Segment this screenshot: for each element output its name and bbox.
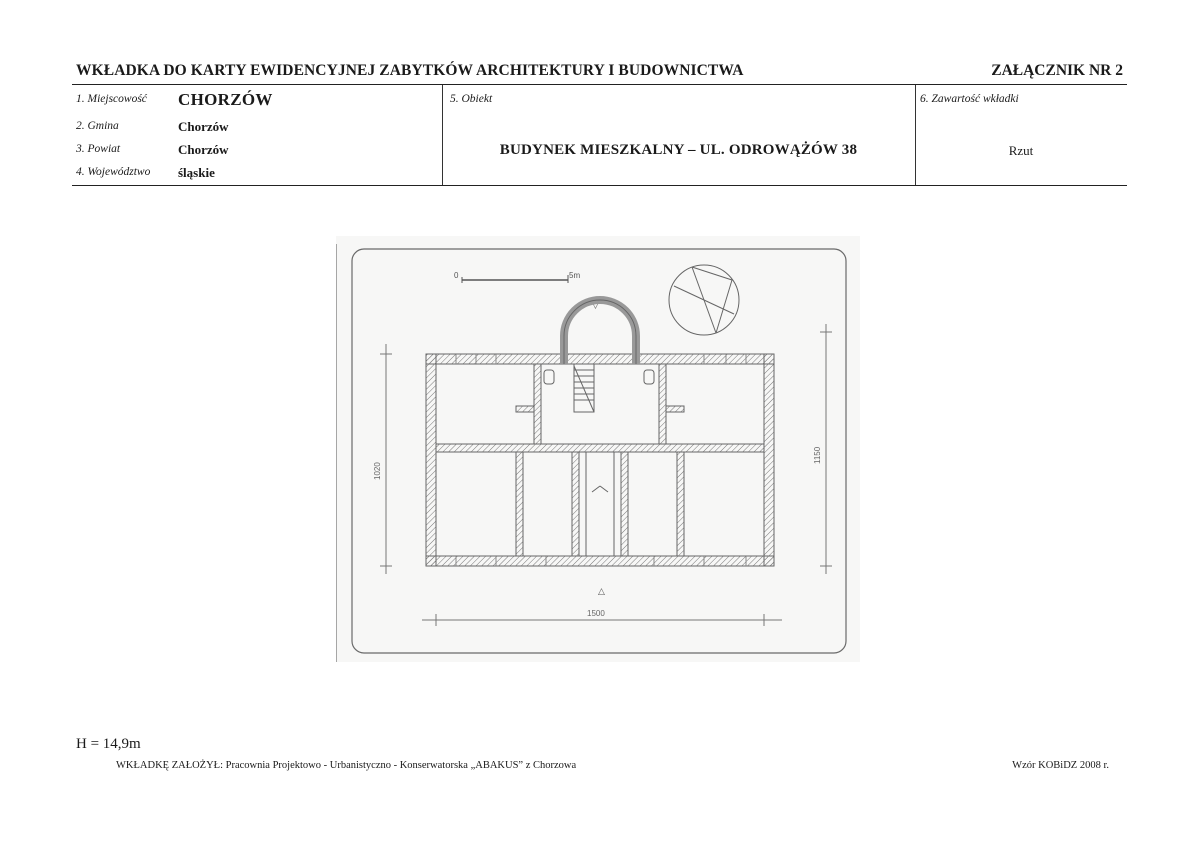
voivodeship-label: 4. Województwo — [76, 166, 151, 178]
window-marks — [456, 354, 746, 566]
section-marker-bottom: △ — [598, 586, 605, 596]
scale-zero-label: 0 — [454, 271, 459, 280]
template-note: Wzór KOBiDZ 2008 r. — [1012, 760, 1109, 771]
dimension-right-label: 1150 — [813, 446, 822, 464]
locality-label: 1. Miejscowość — [76, 93, 147, 105]
scale-end-label: 5m — [569, 271, 581, 280]
district-value: Chorzów — [178, 142, 229, 157]
commune-value: Chorzów — [178, 119, 229, 134]
building-walls — [426, 354, 774, 566]
floor-plan — [336, 236, 860, 662]
content-value: Rzut — [1008, 143, 1034, 158]
district-label: 3. Powiat — [76, 143, 121, 155]
section-marker-top: ▽ — [592, 300, 599, 310]
card-title: WKŁADKA DO KARTY EWIDENCYJNEJ ZABYTKÓW ARCHITEKTURY I BUDOWNICTWA — [76, 62, 744, 79]
voivodeship-value: śląskie — [178, 165, 215, 180]
content-label: 6. Zawartość wkładki — [920, 93, 1019, 105]
dimension-left-label: 1020 — [373, 462, 382, 480]
object-label: 5. Obiekt — [450, 93, 493, 105]
object-value: BUDYNEK MIESZKALNY – UL. ODROWĄŻÓW 38 — [499, 142, 858, 158]
author-note: WKŁADKĘ ZAŁOŻYŁ: Pracownia Projektowo - Urbanistyczno - Konserwatorska „ABAKUS” z Chorzowa — [116, 760, 577, 771]
column-divider — [915, 85, 916, 185]
annex-number: ZAŁĄCZNIK NR 2 — [991, 62, 1123, 79]
toilet-icon — [544, 370, 654, 384]
column-divider — [442, 85, 443, 185]
floor-plan-drawing — [336, 236, 860, 662]
header-table — [72, 84, 1127, 186]
building-height: H = 14,9m — [76, 736, 141, 752]
dimension-bottom-label: 1500 — [587, 609, 605, 618]
commune-label: 2. Gmina — [76, 120, 119, 132]
north-arrow-icon — [669, 265, 739, 335]
locality-value: CHORZÓW — [178, 90, 273, 109]
